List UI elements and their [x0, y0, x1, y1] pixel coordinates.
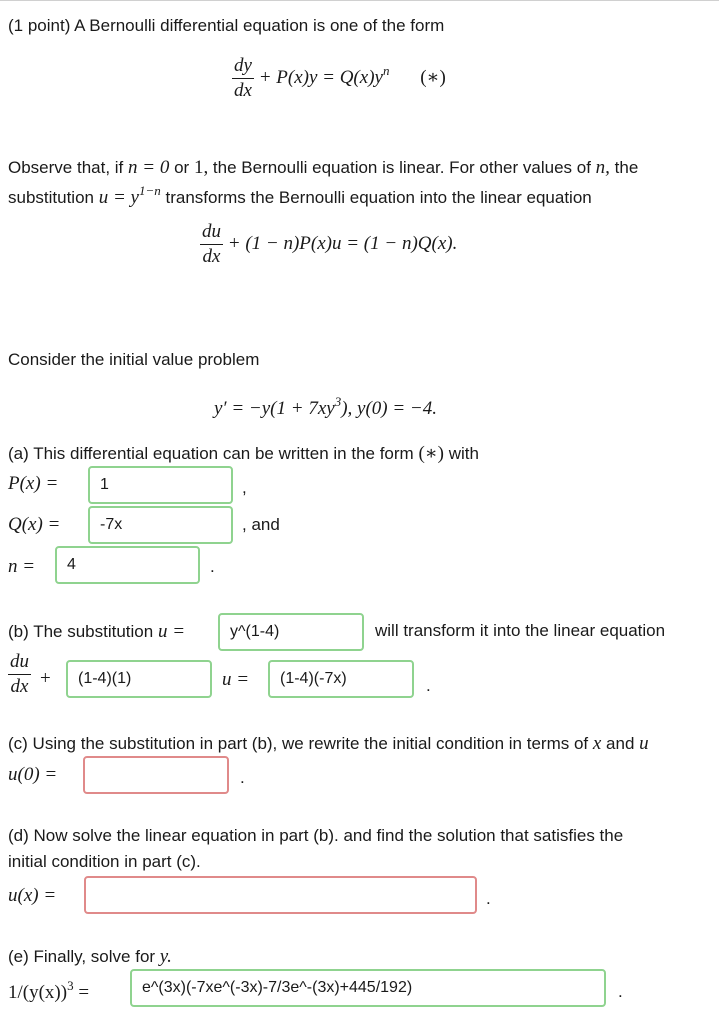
eq-exponent: n [382, 62, 390, 78]
observe-line-2: substitution $u = y^{1-n}$ transforms the Bernoulli equation into the linear equation [8, 183, 592, 208]
part-d-line-2: initial condition in part (c). [8, 852, 201, 871]
part-a-text: (a) This differential equation can be written in the form (∗) with [8, 443, 479, 464]
linear-equation: $\frac{du}{dx}$ + (1 − n)P(x)u = (1 − n)Q(x). [202, 221, 458, 267]
p-label: P(x) = [8, 473, 59, 494]
ux-label: u(x) = [8, 885, 57, 906]
substitution-answer-input[interactable]: y^(1-4) [218, 613, 364, 651]
eq-tag: (∗) [420, 66, 446, 88]
q-after: , and [242, 515, 280, 534]
part-b-text-a: (b) The substitution u = [8, 621, 186, 642]
part-c-end: . [240, 768, 245, 787]
ivp-text: Consider the initial value problem [8, 350, 260, 369]
final-answer-input[interactable]: e^(3x)(-7xe^(-3x)-7/3e^-(3x)+445/192) [130, 969, 606, 1007]
part-d-line-1: (d) Now solve the linear equation in part (b). and find the solution that satisfies the [8, 826, 624, 845]
q-label: Q(x) = [8, 514, 61, 535]
bernoulli-equation [232, 56, 446, 101]
u-equals: u = [222, 669, 250, 690]
intro-text: (1 point) A Bernoulli differential equation is one of the form [8, 16, 445, 35]
part-e-end: . [618, 982, 623, 1001]
eq-dy: dy [232, 56, 254, 79]
part-b-text-b: will transform it into the linear equation [375, 621, 666, 640]
plus-sign: + [40, 668, 51, 689]
du-dx-fraction: $\frac{du}{dx}$ [10, 651, 29, 697]
p-answer-input[interactable]: 1 [88, 466, 233, 504]
p-after: , [242, 478, 247, 497]
initial-condition-input[interactable] [83, 756, 229, 794]
u0-label: u(0) = [8, 764, 58, 785]
n-answer-input[interactable]: 4 [55, 546, 200, 584]
final-label: $1/(y(x))^3$ = [8, 978, 90, 1003]
rhs-answer-input[interactable]: (1-4)(-7x) [268, 660, 414, 698]
n-label: n = [8, 556, 36, 577]
coefficient-answer-input[interactable]: (1-4)(1) [66, 660, 212, 698]
solution-ux-input[interactable] [84, 876, 477, 914]
top-divider [0, 0, 719, 1]
ivp-equation: $y' = -y(1 + 7xy^3)$, y(0) = −4. [214, 394, 437, 419]
eq-rest: + P(x)y = Q(x)y [258, 66, 383, 88]
part-d-end: . [486, 889, 491, 908]
part-e-text: (e) Finally, solve for y. [8, 946, 172, 967]
q-answer-input[interactable]: -7x [88, 506, 233, 544]
part-c-text: (c) Using the substitution in part (b), we rewrite the initial condition in terms of x and u [8, 733, 649, 754]
observe-line-1: Observe that, if n = 0 or 1, the Bernoulli equation is linear. For other values of n, the [8, 157, 639, 178]
eq-dx: dx [234, 80, 252, 101]
part-b-end: . [426, 676, 431, 695]
n-after: . [210, 557, 215, 576]
